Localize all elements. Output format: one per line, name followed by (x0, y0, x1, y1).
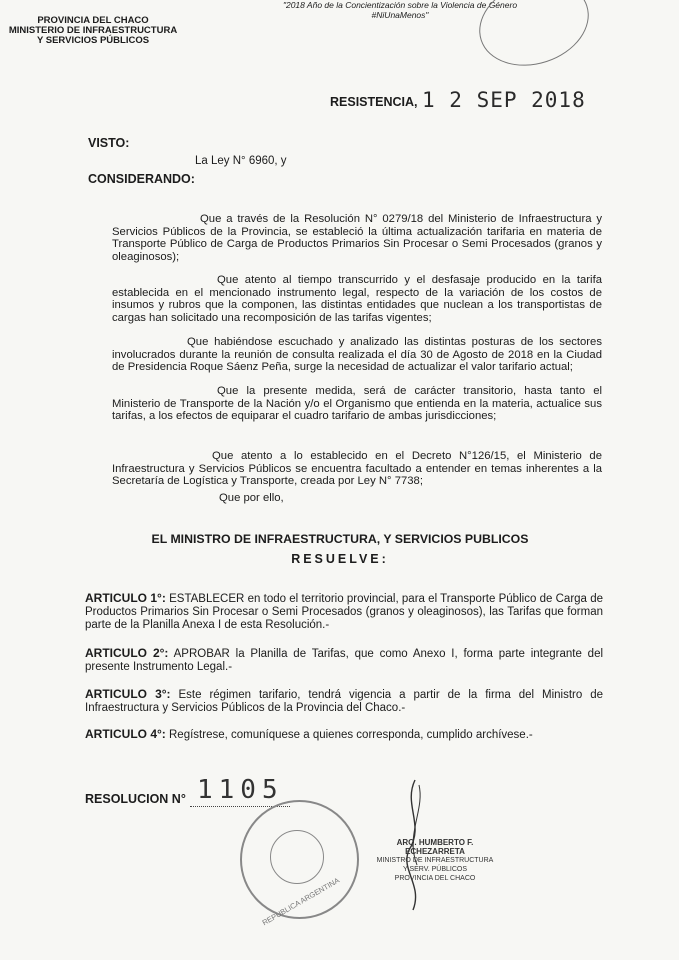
article-4-label: ARTICULO 4°: (85, 727, 166, 741)
article-3-text: Este régimen tarifario, tendrá vigencia a partir de la firma del Ministro de Infraestructura y Servicios Públicos de la Provincia del Chaco.- (85, 689, 604, 714)
article-3 (85, 688, 603, 715)
article-3-label: ARTICULO 3°: (85, 687, 171, 701)
visto-label: VISTO: (88, 136, 130, 150)
seal-text: REPUBLICA ARGENTINA (260, 875, 341, 928)
que-por-ello: Que por ello, (219, 492, 284, 504)
header-line-province: PROVINCIA DEL CHACO (37, 15, 149, 26)
year-motto-line-1: "2018 Año de la Concientización sobre la Violencia de Género (282, 0, 518, 10)
header-line-services: Y SERVICIOS PÚBLICOS (36, 35, 150, 46)
signer-name: ARQ. HUMBERTO F. ECHEZARRETA (396, 838, 474, 856)
resolucion-number: 1105 (197, 775, 284, 805)
article-2 (85, 647, 603, 674)
signer-title-3: PROVINCIA DEL CHACO (394, 875, 476, 882)
considerando-paragraph: Que atento a lo establecido en el Decreto N°126/15, el Ministerio de Infraestructura y Servicios Públicos se encuentra facultado a entender en temas inherentes a la Secretaría de Logística y Transporte, creada por Ley N° 7738; (112, 450, 602, 488)
coat-of-arms-icon (270, 830, 324, 884)
signer-title-2: Y SERV. PÚBLICOS (402, 866, 468, 873)
article-1-label: ARTICULO 1°: (85, 591, 166, 605)
visto-text: La Ley N° 6960, y (195, 155, 287, 167)
considerando-paragraph: Que atento al tiempo transcurrido y el desfasaje producido en la tarifa establecida en el mencionado instrumento legal, respecto de la variación de los costos de insumos y rubros que la componen, las distintas entidades que nuclean a los transportistas de cargas han solicitado una recomposición de las tarifas vigentes; (112, 274, 602, 325)
resuelve-heading: RESUELVE: (291, 552, 389, 566)
considerando-paragraph: Que la presente medida, será de carácter transitorio, hasta tanto el Ministerio de Transporte de la Nación y/o el Organismo que entienda en la materia, actualice sus tarifas, a los efectos de equiparar el cuadro tarifario de ambas jurisdicciones; (112, 385, 602, 423)
article-4-text: Regístrese, comuníquese a quienes corresponda, cumplido archívese.- (169, 729, 533, 741)
considerando-label: CONSIDERANDO: (88, 172, 195, 186)
minister-title: EL MINISTRO DE INFRAESTRUCTURA, Y SERVICIOS PUBLICOS (151, 532, 529, 546)
signature-block (370, 838, 500, 883)
place-label: RESISTENCIA, (330, 95, 418, 109)
article-2-text: APROBAR la Planilla de Tarifas, que como Anexo I, forma parte integrante del presente Instrumento Legal.- (85, 648, 604, 673)
ministry-header (8, 16, 178, 46)
article-4 (85, 728, 603, 742)
registry-stamp-icon (468, 0, 600, 79)
year-motto-line-2: #NiUnaMenos" (371, 10, 429, 20)
resolucion-label: RESOLUCION N° (85, 792, 186, 806)
article-2-label: ARTICULO 2°: (85, 646, 169, 660)
signer-title-1: MINISTRO DE INFRAESTRUCTURA (376, 857, 494, 864)
considerando-paragraph: Que habiéndose escuchado y analizado las distintas posturas de los sectores involucrados durante la reunión de consulta realizada el día 30 de Agosto de 2018 en la Ciudad de Presidencia Roque Sáenz Peña, surge la necesidad de actualizar el valor tarifario actual; (112, 336, 602, 374)
date-stamp: 1 2 SEP 2018 (422, 88, 586, 112)
article-1-text: ESTABLECER en todo el territorio provincial, para el Transporte Público de Carga de Productos Primarios Sin Procesar o Semi Procesados (granos y oleaginosos), las Tarifas que forman parte de la Planilla Anexa I de esta Resolución.- (85, 593, 603, 631)
article-1 (85, 592, 603, 632)
header-line-ministry: MINISTERIO DE INFRAESTRUCTURA (8, 25, 178, 36)
considerando-paragraph: Que a través de la Resolución N° 0279/18 del Ministerio de Infraestructura y Servicios Públicos de la Provincia, se estableció la última actualización tarifaria en materia de Transporte Público de Carga de Productos Primarios Sin Procesar o Semi Procesados (granos y oleaginosos); (112, 213, 602, 264)
